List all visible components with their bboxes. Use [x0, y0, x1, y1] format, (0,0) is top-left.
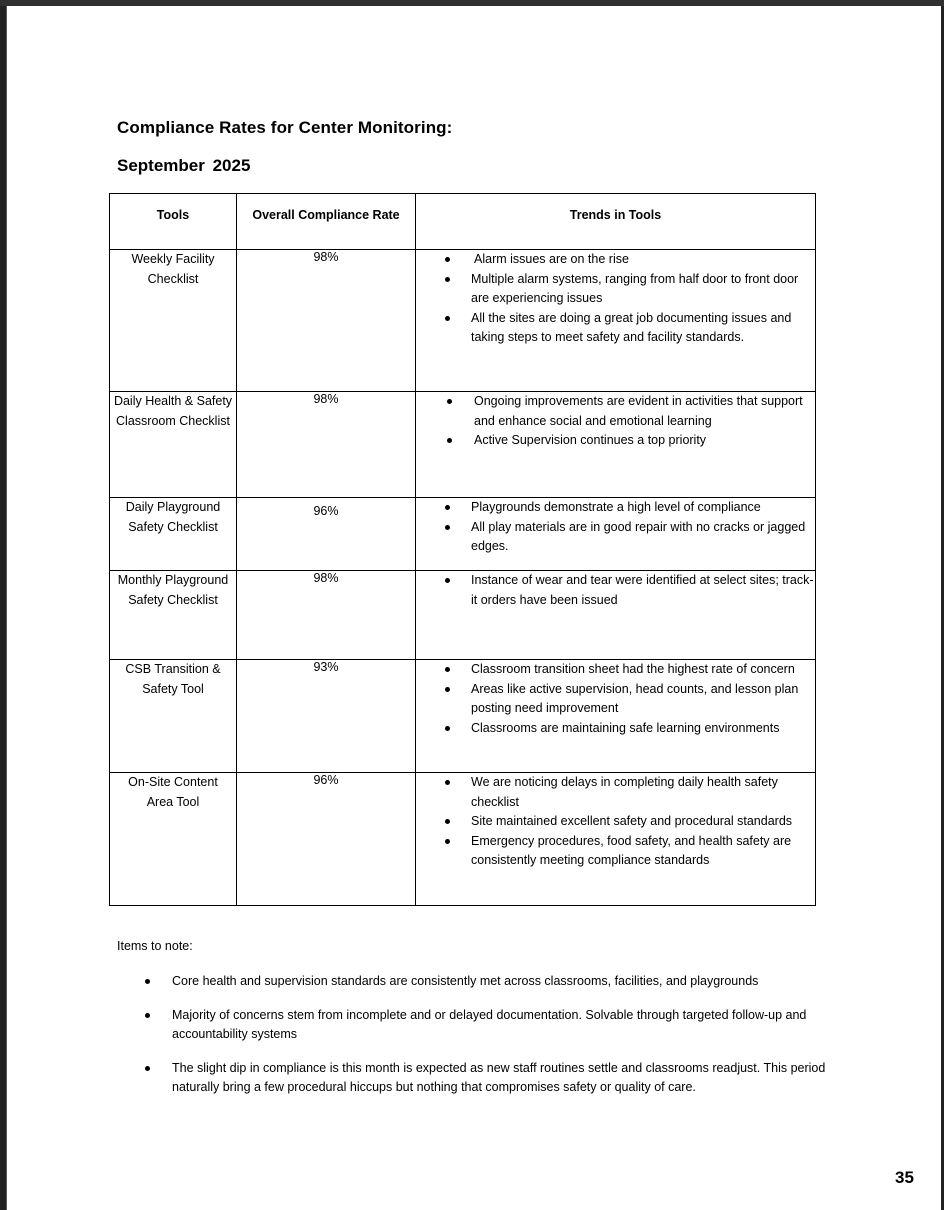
trend-item: Areas like active supervision, head counts, and lesson plan posting need improvement [416, 680, 815, 719]
notes-list [117, 972, 837, 1112]
tool-name-cell [110, 250, 237, 392]
trend-item: All play materials are in good repair with no cracks or jagged edges. [416, 518, 815, 557]
page-subtitle: September 2025 [117, 156, 251, 175]
trend-item: Site maintained excellent safety and procedural standards [416, 812, 815, 832]
trends-list [416, 498, 815, 557]
trend-item: Classrooms are maintaining safe learning environments [416, 719, 815, 739]
tool-name-cell [110, 392, 237, 498]
table-row [110, 392, 816, 498]
tool-name-cell [110, 571, 237, 660]
trend-item: Ongoing improvements are evident in activities that support and enhance social and emotional learning [416, 392, 815, 431]
trends-list [416, 660, 815, 738]
table-row [110, 773, 816, 906]
trends-cell [416, 250, 816, 392]
trend-item: Emergency procedures, food safety, and health safety are consistently meeting compliance standards [416, 832, 815, 871]
tool-name: Weekly Facility Checklist [131, 252, 215, 286]
trend-item: Active Supervision continues a top priority [416, 431, 815, 451]
trends-cell [416, 392, 816, 498]
tool-name-cell [110, 660, 237, 773]
tool-name-cell [110, 498, 237, 571]
column-header-trends: Trends in Tools [416, 194, 816, 250]
column-header-tools: Tools [110, 194, 237, 250]
tool-name: CSB Transition & Safety Tool [125, 662, 221, 696]
trends-cell [416, 660, 816, 773]
rate-cell: 98% [237, 571, 416, 660]
tool-name: Daily Health & Safety Classroom Checklist [113, 394, 233, 428]
trend-item: Multiple alarm systems, ranging from half door to front door are experiencing issues [416, 270, 815, 309]
trend-item: Classroom transition sheet had the highest rate of concern [416, 660, 815, 680]
document-page [7, 6, 941, 1210]
tool-name: On-Site Content Area Tool [128, 775, 218, 809]
rate-cell: 93% [237, 660, 416, 773]
table-row [110, 250, 816, 392]
note-item: The slight dip in compliance is this month is expected as new staff routines settle and classrooms readjust. This period naturally bring a few procedural hiccups but nothing that compromises safety or quality of care. [117, 1059, 837, 1098]
note-item: Majority of concerns stem from incomplete and or delayed documentation. Solvable through targeted follow-up and accountability systems [117, 1006, 837, 1045]
rate-cell: 98% [237, 392, 416, 498]
table-row [110, 660, 816, 773]
table-row [110, 571, 816, 660]
rate-cell: 96% [237, 773, 416, 906]
page-title: Compliance Rates for Center Monitoring: [117, 118, 453, 137]
trend-item: We are noticing delays in completing daily health safety checklist [416, 773, 815, 812]
trend-item: All the sites are doing a great job documenting issues and taking steps to meet safety and facility standards. [416, 309, 815, 348]
tool-name: Monthly Playground Safety Checklist [117, 573, 229, 607]
page-number: 35 [895, 1168, 914, 1187]
tool-name-cell [110, 773, 237, 906]
compliance-table [109, 193, 816, 906]
note-item: Core health and supervision standards are consistently met across classrooms, facilities, and playgrounds [117, 972, 837, 992]
trends-cell [416, 773, 816, 906]
table-row [110, 498, 816, 571]
rate-cell: 96% [237, 498, 416, 571]
trend-item: Alarm issues are on the rise [416, 250, 815, 270]
trends-list [416, 773, 815, 871]
trends-list [416, 392, 815, 451]
trends-cell [416, 571, 816, 660]
column-header-rate: Overall Compliance Rate [237, 194, 416, 250]
rate-cell: 98% [237, 250, 416, 392]
trend-item: Playgrounds demonstrate a high level of compliance [416, 498, 815, 518]
notes-label: Items to note: [117, 939, 193, 953]
table-header-row [110, 194, 816, 250]
trends-list [416, 250, 815, 348]
trends-list [416, 571, 815, 610]
trends-cell [416, 498, 816, 571]
trend-item: Instance of wear and tear were identified at select sites; track-it orders have been issued [416, 571, 815, 610]
tool-name: Daily Playground Safety Checklist [125, 500, 221, 534]
